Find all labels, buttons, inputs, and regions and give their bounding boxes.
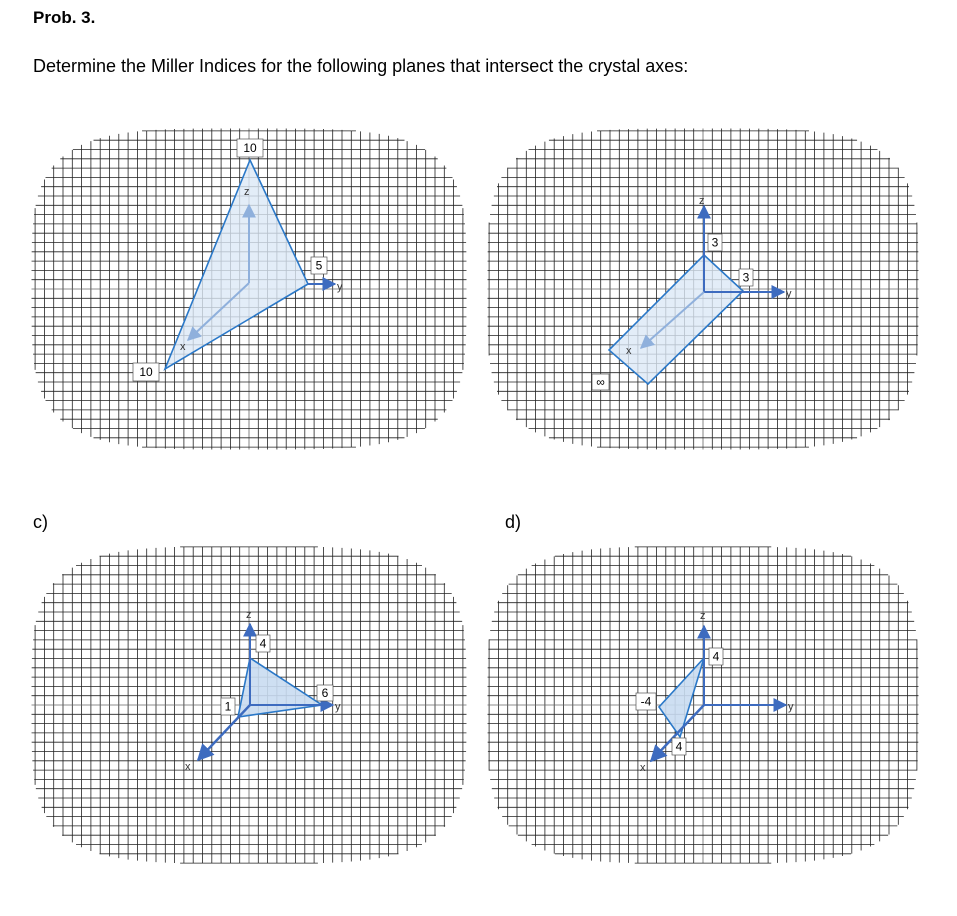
panel-c xyxy=(185,609,341,773)
y-intercept-d: -4 xyxy=(640,694,652,709)
y-intercept-a: 5 xyxy=(315,258,323,273)
z-intercept-b: 3 xyxy=(711,235,719,250)
z-intercept-d: 4 xyxy=(712,649,720,664)
z-axis-label-d: z xyxy=(700,610,706,622)
x-intercept-d: 4 xyxy=(675,739,683,754)
x-axis-label-c: x xyxy=(185,761,191,773)
y-intercept-c: 6 xyxy=(321,686,329,700)
y-axis-label-b: y xyxy=(786,288,792,300)
z-intercept-c: 4 xyxy=(259,636,267,651)
problem-title: Prob. 3. xyxy=(33,8,96,27)
y-intercept-b: 3 xyxy=(742,270,750,285)
x-axis-label-b: x xyxy=(626,345,632,357)
x-intercept-b: ∞ xyxy=(596,375,605,389)
y-axis-label-c: y xyxy=(335,701,341,713)
y-axis-label-d: y xyxy=(788,701,794,713)
panel-d-label: d) xyxy=(505,512,522,532)
x-axis-label-a: x xyxy=(180,341,186,353)
z-axis-label-b: z xyxy=(699,195,705,207)
problem-prompt: Determine the Miller Indices for the following planes that intersect the crystal axes: xyxy=(33,56,689,76)
panel-c-label: c) xyxy=(33,512,48,532)
x-axis-label-d: x xyxy=(640,762,646,774)
y-axis-label-a: y xyxy=(337,281,343,293)
z-axis-label-a: z xyxy=(244,186,250,198)
z-intercept-a: 10 xyxy=(243,141,257,155)
panel-d xyxy=(636,610,794,774)
plane-b xyxy=(609,255,743,384)
x-intercept-c: 1 xyxy=(224,699,232,714)
x-intercept-a: 10 xyxy=(139,365,153,379)
z-axis-label-c: z xyxy=(246,609,252,621)
